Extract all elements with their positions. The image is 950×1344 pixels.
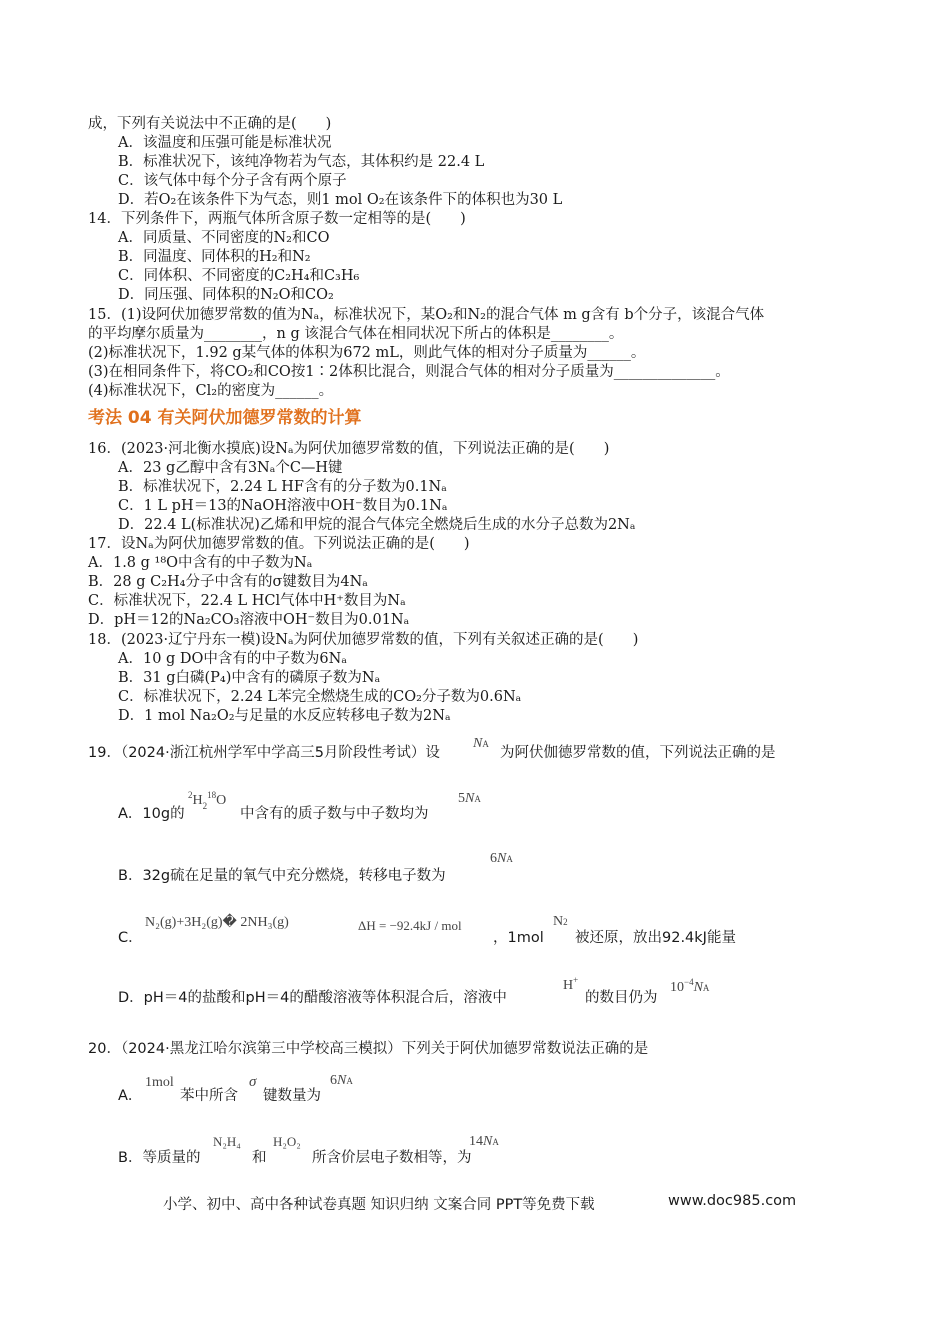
q20-sigma-symbol: σ [249,1074,257,1090]
q20-option-a-pre: A． [118,1088,143,1104]
q19-n2-symbol: N2 [553,914,568,929]
q20-one-mol: 1mol [145,1075,174,1090]
q17-option-a: A．1.8 g ¹⁸O中含有的中子数为Nₐ [88,555,313,571]
q18-stem: 18．(2023·辽宁丹东一模)设Nₐ为阿伏加德罗常数的值，下列有关叙述正确的是( ) [88,632,639,648]
q14-option-a: A．同质量、不同密度的N₂和CO [118,230,330,246]
q13-stem-tail: 成，下列有关说法中不正确的是( ) [88,116,332,132]
q16-stem: 16．(2023·河北衡水摸底)设Nₐ为阿伏加德罗常数的值，下列说法正确的是( ) [88,441,610,457]
q19-option-a-pre: A．10g的 [118,806,185,822]
q13-option-b: B．标准状况下，该纯净物若为气态，其体积约是 22.4 L [118,154,485,170]
q19-option-d-pre: D．pH＝4的盐酸和pH＝4的醋酸溶液等体积混合后，溶液中 [118,990,507,1006]
footer-text: 小学、初中、高中各种试卷真题 知识归纳 文案合同 PPT等免费下载 [163,1197,595,1213]
q20-stem: 20．（2024·黑龙江哈尔滨第三中学校高三模拟）下列关于阿伏加德罗常数说法正确的是 [88,1041,649,1057]
q18-option-a: A．10 g DO中含有的中子数为6Nₐ [118,651,347,667]
q19-option-c-pre: C． [118,930,143,946]
q20-option-b-value: 14NA [469,1134,499,1149]
q15-part2: (2)标准状况下，1.92 g某气体的体积为672 mL，则此气体的相对分子质量为______。 [88,345,646,361]
q14-stem: 14．下列条件下，两瓶气体所含原子数一定相等的是( ) [88,211,466,227]
q19-option-d-value: $10^{-4}NA$ [670,977,710,995]
q18-option-b: B．31 g白磷(P₄)中含有的磷原子数为Nₐ [118,670,381,686]
q20-option-b-mid: 和 [252,1150,267,1166]
q19-enthalpy: ΔH = −92.4kJ / mol [358,918,462,933]
q16-option-c: C．1 L pH＝13的NaOH溶液中OH⁻数目为0.1Nₐ [118,498,448,514]
q19-stem: 19．（2024·浙江杭州学军中学高三5月阶段性考试）设 [88,745,440,761]
q15-part4: (4)标准状况下，Cl₂的密度为______。 [88,383,334,399]
q19-option-c-mid: ，1mol [493,930,544,946]
q19-option-a-post: 中含有的质子数与中子数均为 [240,806,429,822]
q20-option-a-mid: 苯中所含 [180,1088,238,1104]
q13-option-d: D．若O₂在该条件下为气态，则1 mol O₂在该条件下的体积也为30 L [118,192,563,208]
q14-option-c: C．同体积、不同密度的C₂H₄和C₃H₆ [118,268,360,284]
section-heading: 考法 04 有关阿伏加德罗常数的计算 [88,408,362,428]
q20-h2o2-formula: H₂O₂ [273,1134,301,1149]
q16-option-d: D．22.4 L(标准状况)乙烯和甲烷的混合气体完全燃烧后生成的水分子总数为2Nₐ [118,517,636,533]
q20-n2h4-formula: N₂H₄ [213,1134,241,1149]
q16-option-b: B．标准状况下，2.24 L HF含有的分子数为0.1Nₐ [118,479,447,495]
q15-part1: 15．(1)设阿伏加德罗常数的值为Nₐ，标准状况下，某O₂和N₂的混合气体 m g含有 b个分子，该混合气体 [88,307,765,323]
q13-option-a: A．该温度和压强可能是标准状况 [118,135,332,151]
q20-option-b-pre: B．等质量的 [118,1150,201,1166]
q17-option-d: D．pH＝12的Na₂CO₃溶液中OH⁻数目为0.01Nₐ [88,612,410,628]
q19-na-symbol: NA [473,736,489,751]
q19-option-b: B．32g硫在足量的氧气中充分燃烧，转移电子数为 [118,868,446,884]
q20-option-a-value: 6NA [330,1073,353,1088]
q19-option-a-value: 5NA [458,791,481,806]
q20-option-a-post: 键数量为 [263,1088,321,1104]
q20-option-b-post: 所含价层电子数相等，为 [312,1150,472,1166]
q19-equation: N₂(g)+3H₂(g)� 2NH₃(g) [145,915,289,930]
q13-option-c: C．该气体中每个分子含有两个原子 [118,173,347,189]
q19-option-d-post: 的数目仍为 [585,990,658,1006]
q15-part3: (3)在相同条件下，将CO₂和CO按1∶2体积比混合，则混合气体的相对分子质量为______________。 [88,364,730,380]
q18-option-c: C．标准状况下，2.24 L苯完全燃烧生成的CO₂分子数为0.6Nₐ [118,689,522,705]
q19-option-b-value: 6NA [490,851,513,866]
q19-stem-tail: 为阿伏伽德罗常数的值，下列说法正确的是 [500,745,776,761]
q15-part1-cont: 的平均摩尔质量为________，n g 该混合气体在相同状况下所占的体积是________。 [88,326,624,342]
q16-option-a: A．23 g乙醇中含有3Nₐ个C—H键 [118,460,343,476]
q19-heavy-water-formula: $^2H_2^{18}O$ [188,790,227,811]
q14-option-d: D．同压强、同体积的N₂O和CO₂ [118,287,334,303]
q18-option-d: D．1 mol Na₂O₂与足量的水反应转移电子数为2Nₐ [118,708,451,724]
q17-stem: 17．设Nₐ为阿伏加德罗常数的值。下列说法正确的是( ) [88,536,470,552]
footer-site-link[interactable]: www.doc985.com [668,1193,797,1209]
q19-hplus-symbol: H+ [563,975,579,993]
q17-option-c: C．标准状况下，22.4 L HCl气体中H⁺数目为Nₐ [88,593,406,609]
q19-option-c-post: 被还原，放出92.4kJ能量 [575,930,736,946]
q14-option-b: B．同温度、同体积的H₂和N₂ [118,249,311,265]
q17-option-b: B．28 g C₂H₄分子中含有的σ键数目为4Nₐ [88,574,368,590]
